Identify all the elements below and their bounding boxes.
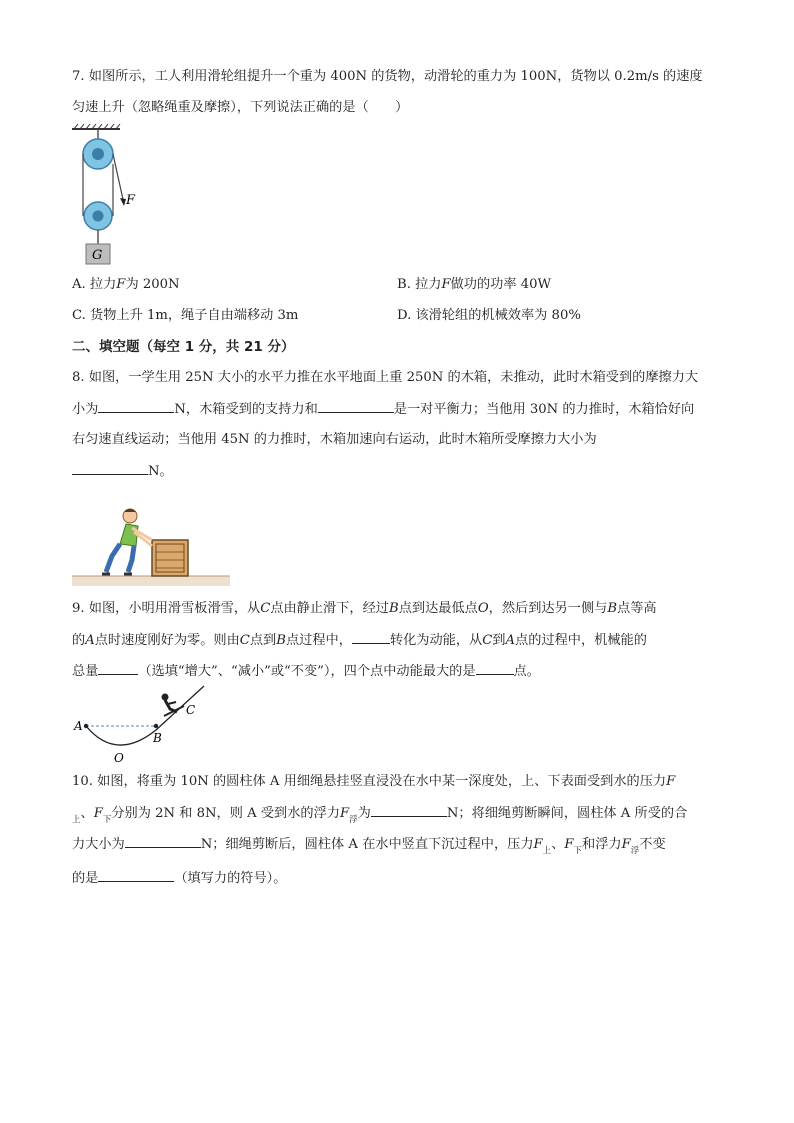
q7-line-2: 匀速上升（忽略绳重及摩擦），下列说法正确的是（ ） [72, 100, 409, 115]
q8-line-4: N。 [72, 462, 173, 481]
q10-blank-1[interactable] [371, 804, 447, 817]
q7-option-c: C. 货物上升 1m，绳子自由端移动 3m [72, 308, 299, 323]
q10-line-4: 的是 （填写力的符号）。 [72, 871, 287, 886]
q9-blank-3[interactable] [476, 662, 514, 675]
q7-option-b: B. 拉力F做功的功率 40W [397, 277, 552, 292]
q8-line-2: 小为 N，木箱受到的支持力和 是一对平衡力；当他用 30N 的力推时，木箱恰好向 [72, 402, 695, 417]
q9-line-2: 的A点时速度刚好为零。则由C点到B点过程中， 转化为动能，从C到A点的过程中，机械能的 [72, 633, 647, 648]
section-2-heading: 二、填空题（每空 1 分，共 21 分） [72, 339, 295, 355]
q8-line-1: 8. 如图，一学生用 25N 大小的水平力推在水平地面上重 250N 的木箱，未推动，此时木箱受到的摩擦力大 [72, 370, 699, 385]
q8-blank-1[interactable] [98, 400, 174, 413]
point-a-label: A [74, 719, 83, 733]
q9-blank-1[interactable] [352, 631, 390, 644]
skier-icon [162, 694, 185, 717]
ski-track-figure [72, 682, 212, 764]
q10-line-1: 10. 如图，将重为 10N 的圆柱体 A 用细绳悬挂竖直浸没在水中某一深度处，上、下表面受到水的压力F [72, 774, 676, 789]
q7-option-a: A. 拉力F为 200N [72, 277, 180, 292]
q7-option-d: D. 该滑轮组的机械效率为 80% [397, 308, 581, 323]
q8-blank-2[interactable] [318, 400, 394, 413]
point-b-label: B [153, 731, 162, 745]
q9-line-3: 总量 （选填“增大”、“减小”或“不变”），四个点中动能最大的是 点。 [72, 664, 540, 679]
weight-label-g: G [92, 248, 103, 263]
q9-blank-2[interactable] [98, 662, 138, 675]
q10-line-3: 力大小为 N；细绳剪断后，圆柱体 A 在水中竖直下沉过程中，压力$F_上$、$F_下$和浮力$F_浮$不变 [72, 837, 666, 856]
q7-line-1: 7. 如图所示，工人利用滑轮组提升一个重为 400N 的货物，动滑轮的重力为 100N，货物以 0.2m/s 的速度 [72, 69, 703, 84]
q8-blank-3[interactable] [72, 462, 148, 475]
push-box-figure [72, 504, 232, 588]
pulley-figure [68, 124, 148, 266]
q10-line-2: $_上$、$F_下$分别为 2N 和 8N，则 A 受到水的浮力$F_浮$为 N；将细绳剪断瞬间，圆柱体 A 所受的合 [72, 806, 688, 825]
q9-line-1: 9. 如图，小明用滑雪板滑雪，从C点由静止滑下，经过B点到达最低点O，然后到达另一侧与B点等高 [72, 601, 657, 616]
force-label-f: F [126, 193, 136, 208]
point-c-label: C [186, 703, 196, 717]
q8-line-3: 右匀速直线运动；当他用 45N 的力推时，木箱加速向右运动，此时木箱所受摩擦力大小为 [72, 432, 597, 447]
q10-blank-3[interactable] [98, 869, 174, 882]
q10-blank-2[interactable] [125, 835, 201, 848]
point-o-label: O [114, 751, 124, 765]
